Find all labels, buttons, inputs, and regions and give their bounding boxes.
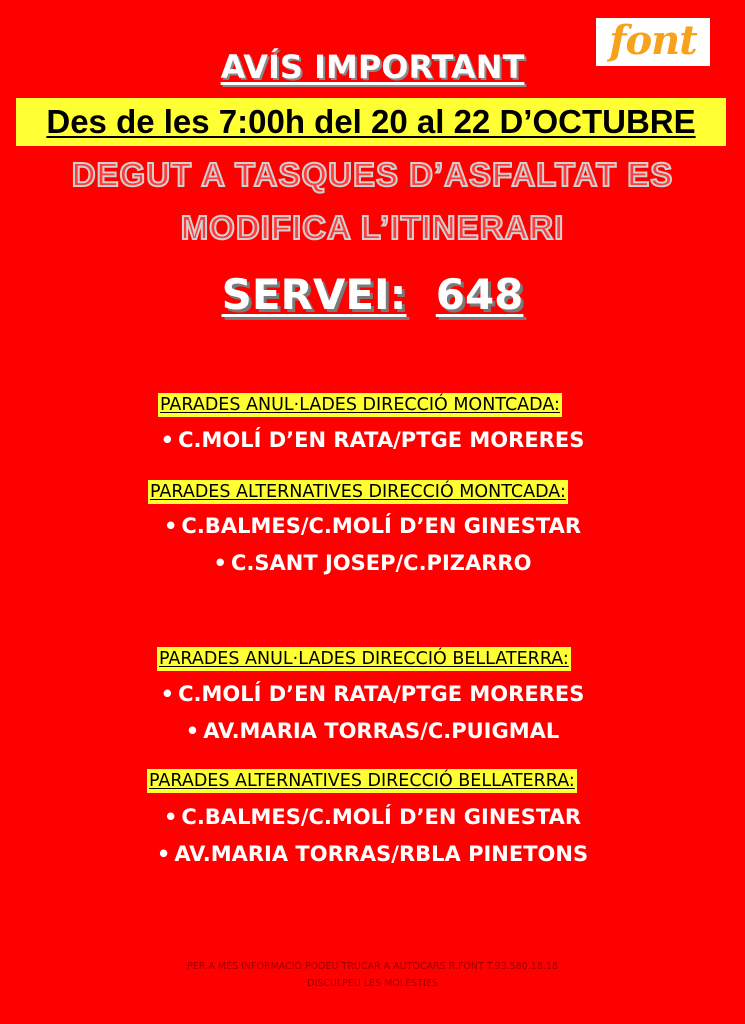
stop-label: C.MOLÍ D’EN RATA/PTGE MORERES [178,682,585,706]
service-number: 648 [435,270,524,319]
stop-label: AV.MARIA TORRAS/RBLA PINETONS [174,842,589,866]
stop-label: C.BALMES/C.MOLÍ D’EN GINESTAR [181,805,581,829]
stop-label: C.SANT JOSEP/C.PIZARRO [230,551,532,575]
bullet-icon: • [185,719,200,743]
footer-apology: DISCULPEU LES MOLÈSTIES [307,978,438,989]
footer-info: PER A MÉS INFORMACIÓ PODEU TRUCAR A AUTOCARS R.FONT T.93.580.18.18 [187,961,558,972]
service-label: SERVEI: [221,270,407,319]
stop-label: C.MOLÍ D’EN RATA/PTGE MORERES [178,428,585,452]
stop-item [0,680,745,708]
stop-item [0,840,745,868]
logo-text: font [609,17,697,64]
bullet-icon: • [213,551,227,575]
stop-label: C.BALMES/C.MOLÍ D’EN GINESTAR [181,514,581,538]
bullet-icon: • [156,842,171,866]
reason-line-1: DEGUT A TASQUES D’ASFALTAT ES [71,156,674,193]
notice-heading: AVÍS IMPORTANT [220,48,525,86]
section-heading-montcada-alternative: PARADES ALTERNATIVES DIRECCIÓ MONTCADA: [150,482,566,502]
date-text: Des de les 7:00h del 20 al 22 D’OCTUBRE [46,103,696,140]
stop-item [0,717,745,745]
stop-item [0,549,745,577]
stop-item [0,426,745,454]
stop-label: AV.MARIA TORRAS/C.PUIGMAL [203,719,560,743]
bullet-icon: • [163,805,178,829]
section-heading-bellaterra-cancelled: PARADES ANUL·LADES DIRECCIÓ BELLATERRA: [159,649,569,669]
bullet-icon: • [160,428,175,452]
stop-item [0,512,745,540]
service-line [0,270,745,319]
section-heading-bellaterra-alternative: PARADES ALTERNATIVES DIRECCIÓ BELLATERRA: [149,771,575,791]
bullet-icon: • [163,514,178,538]
section-heading-montcada-cancelled: PARADES ANUL·LADES DIRECCIÓ MONTCADA: [160,395,560,415]
bullet-icon: • [160,682,175,706]
reason-line-2: MODIFICA L’ITINERARI [180,209,565,246]
date-banner [16,98,726,146]
stop-item [0,803,745,831]
